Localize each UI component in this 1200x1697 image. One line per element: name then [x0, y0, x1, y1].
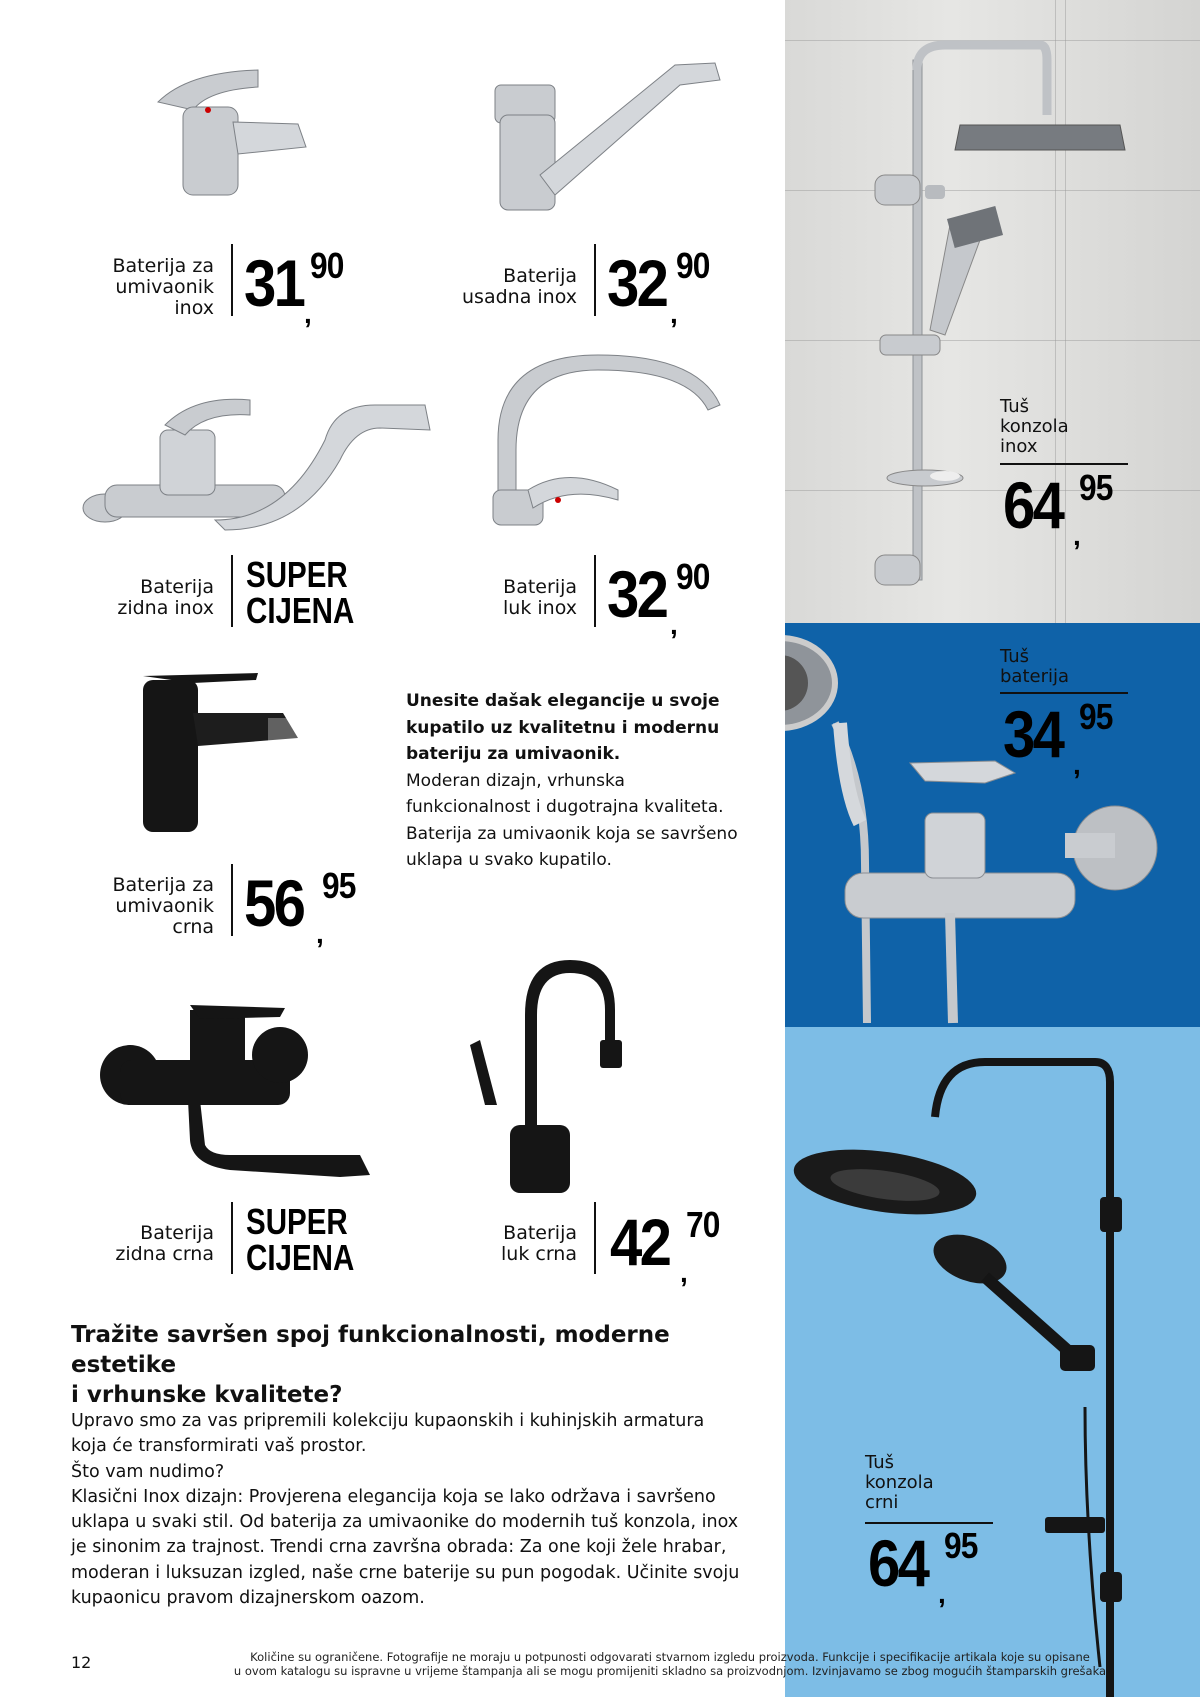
price-4 — [607, 556, 710, 640]
label-line: umivaonik — [115, 895, 214, 917]
label-line: Baterija — [503, 576, 577, 598]
promo-line: CIJENA — [246, 1237, 355, 1278]
side-price-2 — [1003, 696, 1113, 780]
super-cijena-badge — [246, 554, 355, 631]
price-integer: 64 — [1003, 468, 1063, 542]
side-price-1 — [1003, 467, 1113, 551]
label-line: Baterija za — [112, 874, 214, 896]
intro-line: Baterija za umivaonik koja se savršeno — [406, 823, 738, 844]
inox-basin-faucet-icon — [148, 62, 328, 212]
body-line: Klasični Inox dizajn: Provjerena elegancija koja se lako održava i savršeno — [71, 1486, 716, 1507]
price-comma: , — [670, 298, 678, 329]
label-line: crni — [865, 1492, 899, 1513]
body-line: uklapa u svaki stil. Od baterija za umivaonike do modernih tuš konzola, inox — [71, 1512, 739, 1533]
inox-bath-mixer-icon — [785, 623, 1200, 1027]
bath-mixer-panel — [785, 623, 1200, 1027]
price-comma: , — [680, 1257, 688, 1288]
disclaimer-line: Količine su ograničene. Fotografije ne moraju u potpunosti odgovarati stvarnom izgledu proizvoda. Funkcije i specifikacije artikala koje su opisane — [250, 1650, 1090, 1664]
price-comma: , — [1073, 520, 1081, 551]
price-integer: 32 — [607, 557, 667, 631]
price-decimal: 95 — [944, 1525, 978, 1566]
inox-shower-set-icon — [785, 0, 1200, 623]
divider — [1000, 692, 1128, 694]
price-7 — [610, 1204, 720, 1288]
price-comma: , — [938, 1578, 946, 1609]
label-line: Tuš — [1000, 396, 1030, 417]
divider — [231, 864, 233, 936]
side-price-3 — [868, 1525, 978, 1609]
price-decimal: 90 — [676, 245, 710, 286]
price-comma: , — [1073, 749, 1081, 780]
intro-line: Moderan dizajn, vrhunska — [406, 770, 625, 791]
label-line: Tuš — [1000, 646, 1030, 667]
price-integer: 34 — [1003, 697, 1063, 771]
divider — [231, 1202, 233, 1274]
intro-text — [406, 688, 776, 874]
price-decimal: 70 — [686, 1204, 720, 1245]
divider — [594, 1202, 596, 1274]
black-arc-faucet-icon — [465, 955, 655, 1195]
price-integer: 42 — [610, 1205, 670, 1279]
divider — [594, 244, 596, 316]
side-label-2 — [1000, 647, 1069, 687]
heading-line: i vrhunske kvalitete? — [71, 1382, 343, 1408]
divider — [1000, 463, 1128, 465]
inox-wall-faucet-icon — [85, 400, 435, 540]
label-line: Baterija za — [112, 255, 214, 277]
bottom-body — [71, 1409, 771, 1611]
inox-arc-faucet-icon — [488, 350, 738, 530]
divider — [865, 1522, 993, 1524]
product-label-6 — [60, 1223, 214, 1265]
label-line: luk inox — [503, 597, 577, 619]
black-shower-set-icon — [785, 1027, 1200, 1697]
product-label-7 — [420, 1223, 577, 1265]
label-line: inox — [1000, 436, 1038, 457]
label-line: Baterija — [503, 265, 577, 287]
black-basin-faucet-icon — [138, 668, 308, 838]
intro-bold-line: bateriju za umivaonik. — [406, 744, 621, 764]
price-decimal: 90 — [310, 245, 344, 286]
price-integer: 31 — [244, 246, 304, 320]
price-comma: , — [304, 298, 312, 329]
divider — [231, 244, 233, 316]
body-line: koja će transformirati vaš prostor. — [71, 1436, 367, 1457]
black-shower-panel — [785, 1027, 1200, 1697]
price-decimal: 95 — [322, 865, 356, 906]
promo-line: SUPER — [246, 1201, 348, 1242]
label-line: Tuš — [865, 1452, 895, 1473]
label-line: inox — [174, 297, 214, 319]
super-cijena-badge — [246, 1201, 355, 1278]
label-line: zidna inox — [117, 597, 214, 619]
label-line: konzola — [1000, 416, 1069, 437]
intro-bold-line: kupatilo uz kvalitetnu i modernu — [406, 717, 720, 738]
label-line: crna — [172, 916, 214, 938]
price-decimal: 95 — [1079, 696, 1113, 737]
intro-line: funkcionalnost i dugotrajna kvaliteta. — [406, 797, 724, 817]
label-line: Baterija — [503, 1222, 577, 1244]
label-line: Baterija — [140, 1222, 214, 1244]
price-integer: 32 — [607, 246, 667, 320]
disclaimer-line: u ovom katalogu su ispravne u vrijeme štampanja ali se mogu promijeniti skladno sa proizvodnjom. Izvinjavamo se zbog mogućih štamparskih grešaka — [233, 1664, 1107, 1678]
label-line: baterija — [1000, 666, 1070, 687]
side-label-3 — [865, 1453, 934, 1513]
promo-line: CIJENA — [246, 590, 355, 631]
divider — [231, 555, 233, 627]
inox-sink-faucet-icon — [495, 55, 735, 215]
product-label-5 — [60, 875, 214, 938]
side-label-1 — [1000, 397, 1069, 457]
promo-line: SUPER — [246, 554, 348, 595]
price-5 — [244, 865, 356, 949]
intro-bold-line: Unesite dašak elegancije u svoje — [406, 691, 720, 711]
intro-line: uklapa u svako kupatilo. — [406, 850, 612, 870]
price-integer: 56 — [244, 866, 304, 940]
product-label-2 — [420, 266, 577, 308]
label-line: umivaonik — [115, 276, 214, 298]
price-decimal: 90 — [676, 556, 710, 597]
price-integer: 64 — [868, 1526, 928, 1600]
label-line: konzola — [865, 1472, 934, 1493]
disclaimer — [200, 1650, 1140, 1678]
price-2 — [607, 245, 710, 329]
price-comma: , — [316, 918, 324, 949]
body-line: Upravo smo za vas pripremili kolekciju kupaonskih i kuhinjskih armatura — [71, 1411, 705, 1431]
product-label-4 — [420, 577, 577, 619]
label-line: usadna inox — [462, 286, 577, 308]
body-line: je sinonim za trajnost. Trendi crna završna obrada: Za one koji žele hrabar, — [71, 1537, 727, 1558]
label-line: Baterija — [140, 576, 214, 598]
body-line: Što vam nudimo? — [71, 1461, 225, 1482]
shower-inox-panel — [785, 0, 1200, 623]
price-1 — [244, 245, 344, 329]
divider — [594, 555, 596, 627]
page-number: 12 — [71, 1653, 92, 1672]
price-comma: , — [670, 609, 678, 640]
bottom-heading — [71, 1320, 771, 1410]
label-line: luk crna — [501, 1243, 577, 1265]
body-line: moderan i luksuzan izgled, naše crne baterije su pun pogodak. Učinite svoju — [71, 1562, 740, 1583]
product-label-3 — [60, 577, 214, 619]
price-decimal: 95 — [1079, 467, 1113, 508]
product-label-1 — [60, 256, 214, 319]
body-line: kupaonicu pravom dizajnerskom oazom. — [71, 1588, 425, 1609]
label-line: zidna crna — [115, 1243, 214, 1265]
black-wall-faucet-icon — [80, 1005, 380, 1185]
heading-line: Tražite savršen spoj funkcionalnosti, moderne estetike — [71, 1322, 670, 1378]
